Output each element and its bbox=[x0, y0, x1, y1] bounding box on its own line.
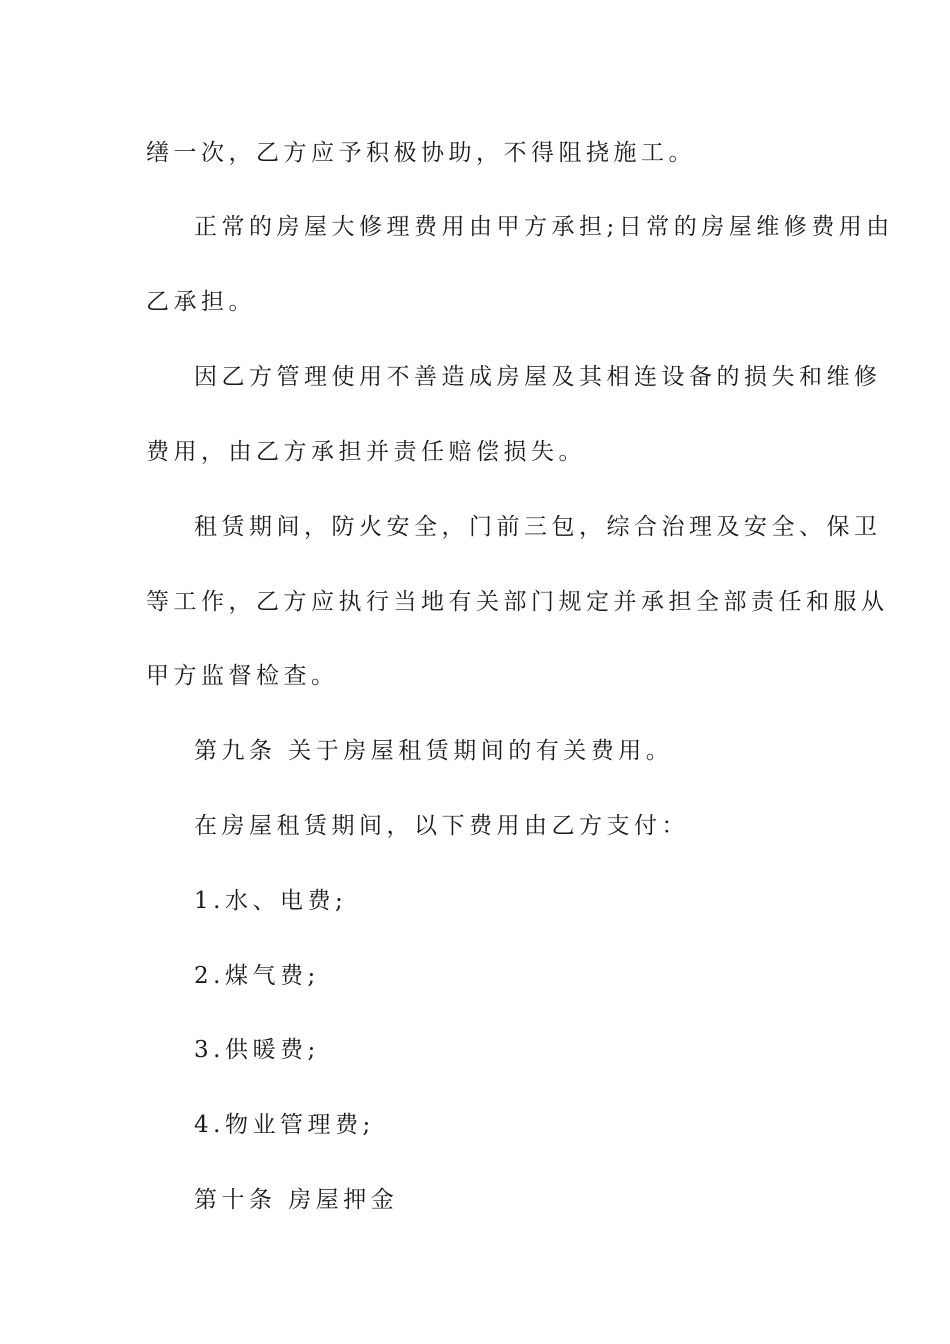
list-item: 4.物业管理费; bbox=[194, 1112, 375, 1138]
text-line: 费用，由乙方承担并责任赔偿损失。 bbox=[146, 439, 586, 465]
text-line: 正常的房屋大修理费用由甲方承担;日常的房屋维修费用由 bbox=[194, 214, 894, 240]
text-line: 因乙方管理使用不善造成房屋及其相连设备的损失和维修 bbox=[194, 364, 882, 390]
text-line: 在房屋租赁期间，以下费用由乙方支付： bbox=[194, 813, 689, 839]
section-heading: 第九条 关于房屋租赁期间的有关费用。 bbox=[194, 738, 674, 764]
text-line: 缮一次，乙方应予积极协助，不得阻挠施工。 bbox=[146, 140, 696, 166]
text-line: 甲方监督检查。 bbox=[146, 663, 339, 689]
list-item: 2.煤气费; bbox=[194, 963, 320, 989]
text-line: 乙承担。 bbox=[146, 289, 256, 315]
text-line: 租赁期间，防火安全，门前三包，综合治理及安全、保卫 bbox=[194, 514, 882, 540]
section-heading: 第十条 房屋押金 bbox=[194, 1187, 399, 1213]
list-item: 1.水、电费; bbox=[194, 888, 348, 914]
text-line: 等工作，乙方应执行当地有关部门规定并承担全部责任和服从 bbox=[146, 589, 889, 615]
list-item: 3.供暖费; bbox=[194, 1037, 320, 1063]
